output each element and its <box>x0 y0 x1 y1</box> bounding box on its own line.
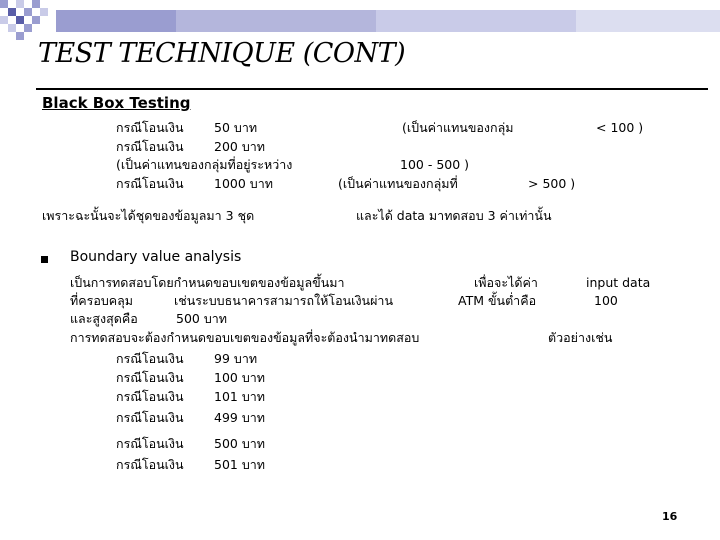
bd-row-1-label: กรณีโอนเงิน <box>116 351 184 366</box>
bd-row-1-amount: 99 บาท <box>214 351 258 366</box>
ex1-r3-a: (เป็นค่าแทนของกลุ่มที่อยู่ระหว่าง <box>116 157 293 172</box>
bd-p2-d: 100 <box>594 293 618 308</box>
ex1-r1-b: 50 บาท <box>214 120 258 135</box>
bd-row-5-label: กรณีโอนเงิน <box>116 436 184 451</box>
bd-row-4-label: กรณีโอนเงิน <box>116 410 184 425</box>
bd-row-6-amount: 501 บาท <box>214 457 266 472</box>
ex1-r2-b: 200 บาท <box>214 139 266 154</box>
bd-row-5-amount: 500 บาท <box>214 436 266 451</box>
bd-p2-b: เช่นระบบธนาคารสามารถให้โอนเงินผ่าน <box>174 293 393 308</box>
bd-row-2-amount: 100 บาท <box>214 370 266 385</box>
bd-row-2-label: กรณีโอนเงิน <box>116 370 184 385</box>
slide-title: TEST TECHNIQUE (CONT) <box>38 38 406 69</box>
page-number: 16 <box>662 510 678 523</box>
bd-p1-b: เพื่อจะได้ค่า <box>474 275 538 290</box>
bd-p4-a: การทดสอบจะต้องกำหนดขอบเขตของข้อมูลที่จะต้องนำมาทดสอบ <box>70 330 420 345</box>
bd-p3-a: และสูงสุดคือ <box>70 311 138 326</box>
bd-p1-a: เป็นการทดสอบโดยกำหนดขอบเขตของข้อมูลขึ้นมา <box>70 275 345 290</box>
bd-p2-c: ATM ขั้นต่ำคือ <box>458 293 537 308</box>
section-heading: Black Box Testing <box>42 94 191 112</box>
bd-row-4-amount: 499 บาท <box>214 410 266 425</box>
ex1-r4-d: > 500 ) <box>528 176 576 191</box>
bd-row-6-label: กรณีโอนเงิน <box>116 457 184 472</box>
bullet-square-icon <box>41 256 48 263</box>
bd-row-3-amount: 101 บาท <box>214 389 266 404</box>
header-bar <box>56 10 720 32</box>
bd-p1-c: input data <box>586 275 651 290</box>
bd-row-3-label: กรณีโอนเงิน <box>116 389 184 404</box>
ex1-r1-d: < 100 ) <box>596 120 644 135</box>
note-text-a: เพราะฉะนั้นจะได้ชุดของข้อมูลมา 3 ชุด <box>42 208 255 223</box>
bd-p4-b: ตัวอย่างเช่น <box>548 330 613 345</box>
ex1-r1-a: กรณีโอนเงิน <box>116 120 184 135</box>
ex1-r3-b: 100 - 500 ) <box>400 157 470 172</box>
ex1-r4-b: 1000 บาท <box>214 176 273 191</box>
ex1-r4-a: กรณีโอนเงิน <box>116 176 184 191</box>
ex1-r2-a: กรณีโอนเงิน <box>116 139 184 154</box>
ex1-r1-c: (เป็นค่าแทนของกลุ่ม <box>402 120 514 135</box>
bd-p2-a: ที่ครอบคลุม <box>70 293 134 308</box>
ex1-r4-c: (เป็นค่าแทนของกลุ่มที่ <box>338 176 458 191</box>
boundary-title: Boundary value analysis <box>70 249 242 265</box>
checker-decoration <box>0 0 48 40</box>
title-underline <box>36 88 708 90</box>
note-text-b: และได้ data มาทดสอบ 3 ค่าเท่านั้น <box>356 208 552 223</box>
bd-p3-b: 500 บาท <box>176 311 228 326</box>
